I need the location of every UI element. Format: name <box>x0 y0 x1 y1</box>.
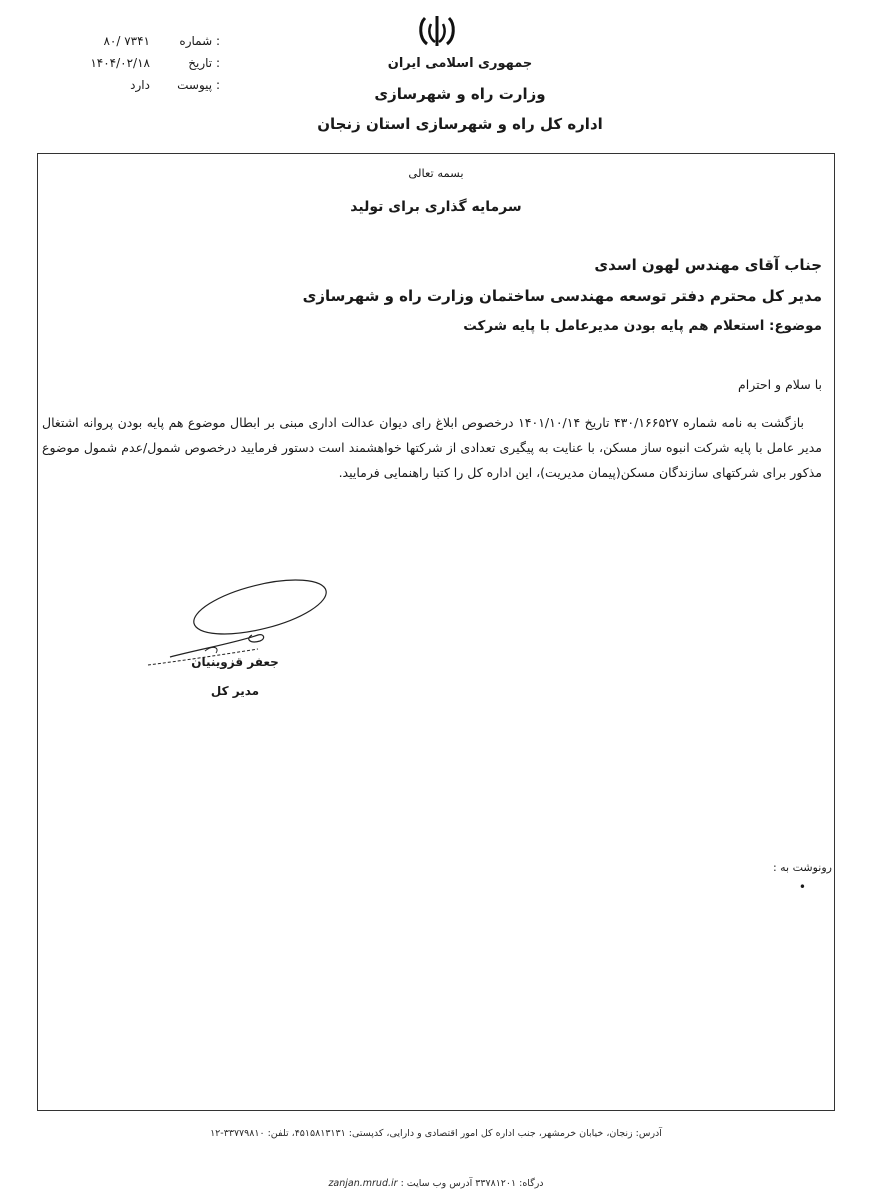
letter-body-paragraph: بازگشت به نامه شماره ۴۳۰/۱۶۶۵۲۷ تاریخ ۱۴۰۱/۱۰/۱۴ درخصوص ابلاغ رای دیوان عدالت اداری مبنی بر ابطال موضوع هم پایه بودن پروانه اشتغال مدیر عامل با پایه شرکت انبوه ساز مسکن، با عنایت به پیگیری تعدادی از شرکتها خواهشمند است دستور فرمایید درخصوص شمول/عدم شمول موضوع مذکور برای شرکتهای سازندگان مسکن(پیمان مدیریت)، این اداره کل را کتبا راهنمایی فرمایید. <box>42 415 822 480</box>
letter-number-row <box>60 30 220 52</box>
slogan: سرمایه گذاری برای تولید <box>350 199 522 215</box>
footer-web-row <box>0 1178 872 1189</box>
greeting: با سلام و احترام <box>738 377 822 392</box>
cc-label: رونوشت به : <box>772 861 832 874</box>
iran-emblem-icon <box>417 14 457 48</box>
letter-subject: موضوع: استعلام هم پایه بودن مدیرعامل با پایه شرکت <box>463 318 822 334</box>
footer-address: آدرس: زنجان، خیابان خرمشهر، جنب اداره کل امور اقتصادی و دارایی، کدپستی: ۴۵۱۵۸۱۳۱۳۱، تلفن: ۳۳۷۷۹۸۱۰-۱۲ <box>210 1128 662 1139</box>
letter-attachment-value: دارد <box>130 78 150 92</box>
invocation: بسمه تعالی <box>408 166 464 180</box>
signer-name: جعفر قزوینیان <box>191 655 279 669</box>
header-republic: جمهوری اسلامی ایران <box>387 56 533 71</box>
footer-website-label: درگاه: ۳۳۷۸۱۲۰۱ آدرس وب سایت : <box>400 1178 544 1189</box>
addressee-name: جناب آقای مهندس لهون اسدی <box>594 256 822 274</box>
addressee-title: مدیر کل محترم دفتر توسعه مهندسی ساختمان وزارت راه و شهرسازی <box>302 287 822 305</box>
letter-number-value: ۸۰/ ۷۳۴۱ <box>103 34 150 48</box>
header-directorate: اداره کل راه و شهرسازی استان زنجان <box>317 115 603 133</box>
letter-meta <box>60 30 220 96</box>
letter-date-label: تاریخ : <box>188 56 220 70</box>
letter-number-label: شماره : <box>179 34 220 48</box>
letter-date-value: ۱۴۰۴/۰۲/۱۸ <box>90 56 150 70</box>
letter-body <box>42 410 822 485</box>
cc-bullet: • <box>798 880 806 894</box>
header-ministry: وزارت راه و شهرسازی <box>374 85 546 103</box>
footer-website[interactable]: zanjan.mrud.ir <box>328 1178 398 1189</box>
signer-title: مدیر کل <box>210 684 260 698</box>
letter-attachment-row <box>60 74 220 96</box>
letter-attachment-label: پیوست : <box>177 78 220 92</box>
letter-date-row <box>60 52 220 74</box>
